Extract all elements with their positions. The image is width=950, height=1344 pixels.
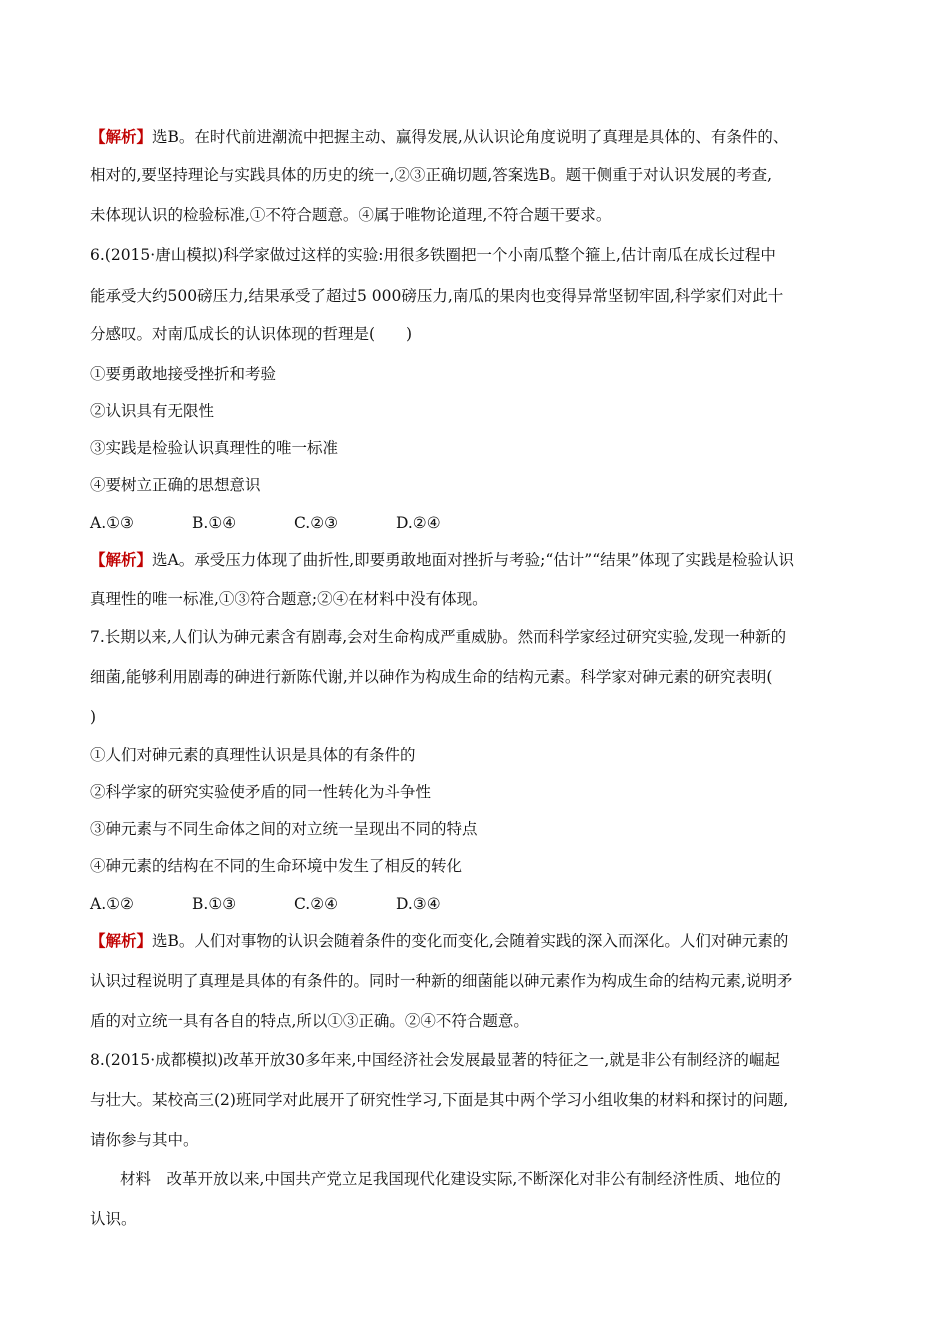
- q7-option-c: C.②④: [294, 895, 339, 913]
- q7-stem-line-2: 细菌,能够利用剧毒的砷进行新陈代谢,并以砷作为构成生命的结构元素。科学家对砷元素的研究表明(: [90, 668, 773, 686]
- analysis-tag: 【解析】: [90, 550, 153, 569]
- q5-analysis-line-2: 相对的,要坚持理论与实践具体的历史的统一,②③正确切题,答案选B。题干侧重于对认识发展的考查,: [90, 166, 773, 184]
- q6-option-a: A.①③: [90, 514, 134, 532]
- q8-stem-line-1: 8.(2015·成都模拟)改革开放30多年来,中国经济社会发展最显著的特征之一,就是非公有制经济的崛起: [90, 1051, 780, 1069]
- q6-options: [90, 512, 870, 534]
- q8-material-line-2: 认识。: [90, 1210, 137, 1228]
- q6-analysis-line-2: 真理性的唯一标准,①③符合题意;②④在材料中没有体现。: [90, 590, 488, 608]
- q5-analysis-line-3: 未体现认识的检验标准,①不符合题意。④属于唯物论道理,不符合题干要求。: [90, 206, 612, 224]
- q5-analysis-line-1: 【解析】选B。在时代前进潮流中把握主动、赢得发展,从认识论角度说明了真理是具体的、有条件的、: [90, 127, 789, 146]
- q6-option-c: C.②③: [294, 514, 339, 532]
- q8-stem-line-2: 与壮大。某校高三(2)班同学对此展开了研究性学习,下面是其中两个学习小组收集的材料和探讨的问题,: [90, 1091, 789, 1109]
- q6-item-4: ④要树立正确的思想意识: [90, 476, 261, 494]
- q7-stem-line-3: ): [90, 708, 97, 726]
- q7-item-4: ④砷元素的结构在不同的生命环境中发生了相反的转化: [90, 857, 463, 875]
- q8-material-line-1: 材料 改革开放以来,中国共产党立足我国现代化建设实际,不断深化对非公有制经济性质、地位的: [120, 1170, 781, 1188]
- q7-item-2: ②科学家的研究实验使矛盾的同一性转化为斗争性: [90, 783, 432, 801]
- q6-stem-line-2: 能承受大约500磅压力,结果承受了超过5 000磅压力,南瓜的果肉也变得异常坚韧牢固,科学家们对此十: [90, 287, 784, 305]
- q7-option-a: A.①②: [90, 895, 134, 913]
- q6-option-d: D.②④: [396, 514, 441, 532]
- q7-analysis-line-2: 认识过程说明了真理是具体的有条件的。同时一种新的细菌能以砷元素作为构成生命的结构元素,说明矛: [90, 972, 793, 990]
- q6-stem-line-1: 6.(2015·唐山模拟)科学家做过这样的实验:用很多铁圈把一个小南瓜整个箍上,估计南瓜在成长过程中: [90, 246, 776, 264]
- q6-item-1: ①要勇敢地接受挫折和考验: [90, 365, 277, 383]
- q7-stem-line-1: 7.长期以来,人们认为砷元素含有剧毒,会对生命构成严重威胁。然而科学家经过研究实验,发现一种新的: [90, 628, 787, 646]
- q6-item-3: ③实践是检验认识真理性的唯一标准: [90, 439, 339, 457]
- q7-option-d: D.③④: [396, 895, 441, 913]
- q8-stem-line-3: 请你参与其中。: [90, 1131, 199, 1149]
- q6-option-b: B.①④: [192, 514, 237, 532]
- q7-option-b: B.①③: [192, 895, 237, 913]
- q6-item-2: ②认识具有无限性: [90, 402, 215, 420]
- q7-item-3: ③砷元素与不同生命体之间的对立统一呈现出不同的特点: [90, 820, 478, 838]
- q7-item-1: ①人们对砷元素的真理性认识是具体的有条件的: [90, 746, 416, 764]
- q7-analysis-line-3: 盾的对立统一具有各自的特点,所以①③正确。②④不符合题意。: [90, 1012, 529, 1030]
- q6-analysis-line-1: 【解析】选A。承受压力体现了曲折性,即要勇敢地面对挫折与考验;“估计”“结果”体现了实践是检验认识: [90, 550, 795, 569]
- q7-options: [90, 893, 870, 915]
- q6-stem-line-3: 分感叹。对南瓜成长的认识体现的哲理是( ): [90, 325, 413, 343]
- analysis-tag: 【解析】: [90, 127, 153, 146]
- q7-analysis-line-1: 【解析】选B。人们对事物的认识会随着条件的变化而变化,会随着实践的深入而深化。人们对砷元素的: [90, 931, 789, 950]
- analysis-tag: 【解析】: [90, 931, 153, 950]
